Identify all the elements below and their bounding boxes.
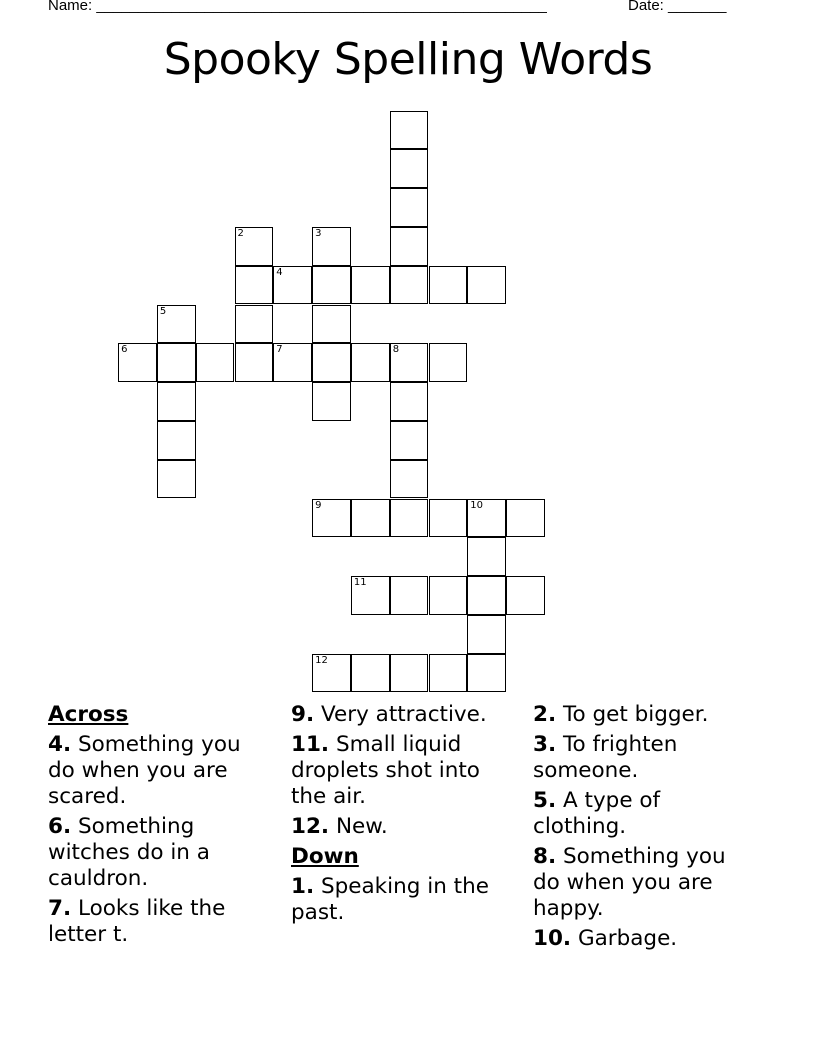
grid-cell[interactable] [390,460,429,499]
grid-cell[interactable] [390,499,429,538]
grid-cell[interactable] [235,266,274,305]
grid-cell[interactable] [429,654,468,693]
grid-cell[interactable] [390,421,429,460]
grid-cell[interactable] [196,343,235,382]
page-title: Spooky Spelling Words [163,34,653,85]
grid-cell[interactable] [351,654,390,693]
grid-cell[interactable] [390,654,429,693]
grid-cell[interactable] [429,576,468,615]
grid-cell[interactable] [390,382,429,421]
clue-column-3 [533,702,758,956]
clue-across-11: 11. Small liquid droplets shot into the air. [291,732,480,809]
grid-cell[interactable] [429,343,468,382]
grid-cell[interactable] [390,227,429,266]
grid-cell[interactable] [467,266,506,305]
grid-cell[interactable] [467,576,506,615]
clue-across-7: 7. Looks like the letter t. [48,896,226,947]
name-line: Name: ______________________________________________________ [48,0,547,14]
clue-down-1: 1. Speaking in the past. [291,874,489,925]
grid-cell[interactable] [506,499,545,538]
grid-cell[interactable] [312,654,351,693]
grid-cell[interactable] [351,576,390,615]
grid-cell[interactable] [312,382,351,421]
cell-number: 9 [315,499,322,511]
down-heading: Down [291,844,359,869]
cell-number: 3 [315,227,322,239]
grid-cell[interactable] [467,615,506,654]
grid-cell[interactable] [235,305,274,344]
clue-down-8: 8. Something you do when you are happy. [533,844,726,921]
cell-number: 6 [121,344,128,356]
grid-cell[interactable] [312,305,351,344]
across-heading: Across [48,702,129,727]
clue-column-1 [48,702,273,952]
grid-cell[interactable] [390,111,429,150]
cell-number: 5 [159,305,167,317]
grid-cell[interactable] [157,421,196,460]
grid-cell[interactable] [351,499,390,538]
clue-across-4: 4. Something you do when you are scared. [48,732,241,809]
grid-cell[interactable] [157,382,196,421]
grid-cell[interactable] [390,149,429,188]
grid-cell[interactable] [390,266,429,305]
grid-cell[interactable] [312,343,351,382]
grid-cell[interactable] [157,343,196,382]
clue-across-6: 6. Something witches do in a cauldron. [48,814,210,891]
grid-cell[interactable] [157,460,196,499]
grid-cell[interactable] [429,499,468,538]
cell-number: 8 [392,344,400,356]
grid-cell[interactable] [506,576,545,615]
clue-down-3: 3. To frighten someone. [533,732,678,783]
grid-cell[interactable] [429,266,468,305]
cell-number: 10 [470,499,484,511]
grid-cell[interactable] [312,227,351,266]
clue-down-5: 5. A type of clothing. [533,788,661,839]
clue-down-10: 10. Garbage. [533,926,678,951]
grid-cell[interactable] [351,266,390,305]
grid-cell[interactable] [273,343,312,382]
grid-cell[interactable] [467,499,506,538]
clue-down-2: 2. To get bigger. [533,702,709,727]
grid-cell[interactable] [351,343,390,382]
date-line: Date: _______ [628,0,727,14]
grid-cell[interactable] [390,188,429,227]
cell-number: 2 [237,227,244,239]
grid-cell[interactable] [157,305,196,344]
grid-cell[interactable] [235,227,274,266]
cell-number: 7 [276,344,283,356]
grid-cell[interactable] [390,343,429,382]
grid-cell[interactable] [467,537,506,576]
clue-across-9: 9. Very attractive. [291,702,487,727]
cell-number: 4 [276,266,283,278]
cell-number: 11 [353,577,367,589]
grid-cell[interactable] [273,266,312,305]
clue-column-2 [291,702,516,930]
grid-cell[interactable] [312,266,351,305]
grid-cell[interactable] [235,343,274,382]
grid-cell[interactable] [312,499,351,538]
grid-cell[interactable] [118,343,157,382]
grid-cell[interactable] [390,576,429,615]
clue-across-12: 12. New. [291,814,388,839]
grid-cell[interactable] [467,654,506,693]
cell-number: 12 [315,654,328,666]
